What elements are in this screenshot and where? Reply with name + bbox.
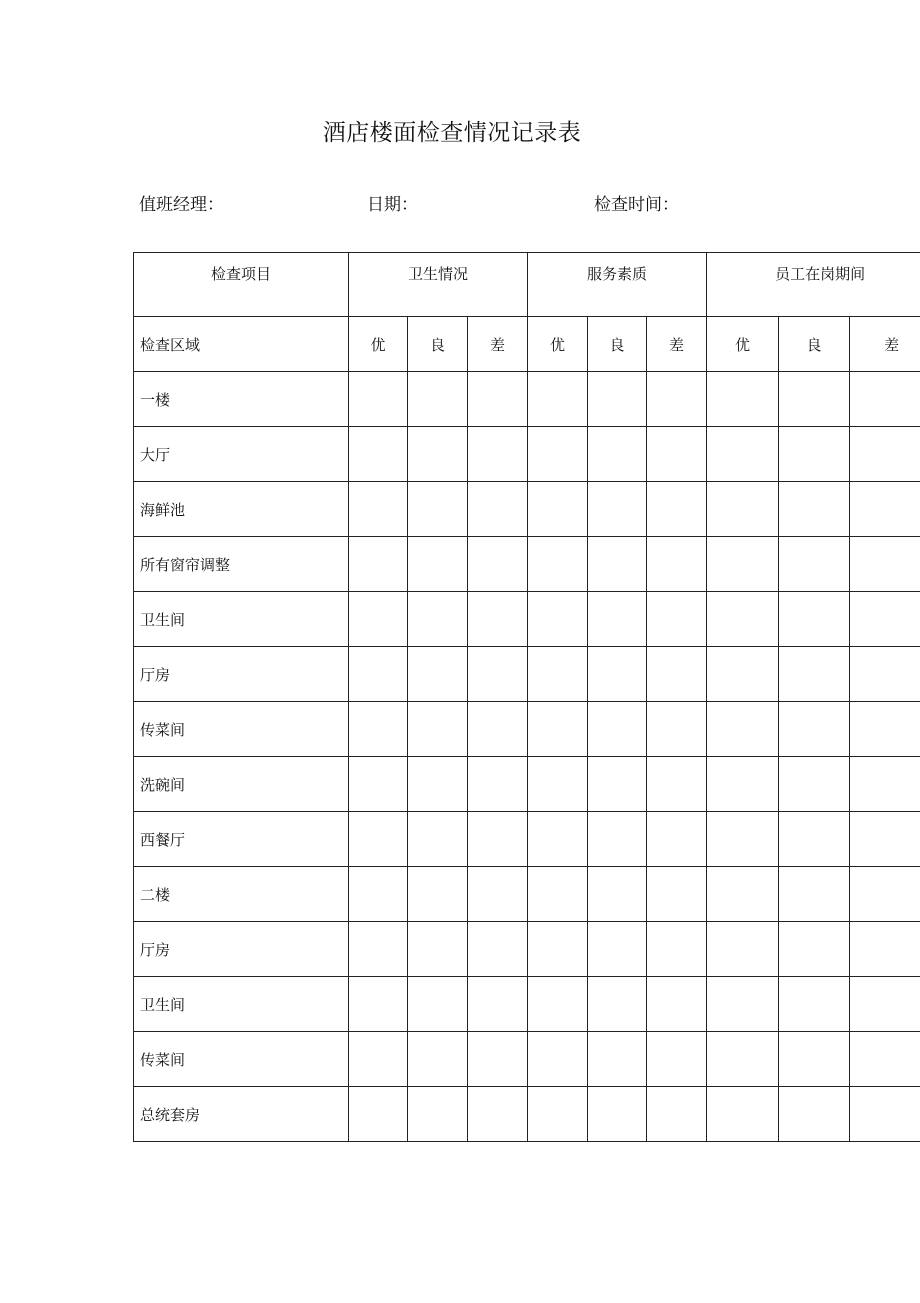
check-cell[interactable] (349, 812, 408, 867)
check-cell[interactable] (588, 372, 647, 427)
check-cell[interactable] (468, 922, 528, 977)
check-cell[interactable] (528, 1087, 588, 1142)
check-cell[interactable] (349, 922, 408, 977)
check-cell[interactable] (850, 647, 920, 702)
check-cell[interactable] (349, 757, 408, 812)
check-cell[interactable] (349, 482, 408, 537)
check-cell[interactable] (588, 592, 647, 647)
check-cell[interactable] (647, 427, 707, 482)
grade-excellent-header: 优 (528, 317, 588, 372)
grade-excellent-header: 优 (707, 317, 779, 372)
check-cell[interactable] (850, 372, 920, 427)
check-cell[interactable] (408, 592, 468, 647)
check-cell[interactable] (408, 427, 468, 482)
check-cell[interactable] (468, 482, 528, 537)
area-label: 一楼 (134, 372, 349, 427)
check-cell[interactable] (647, 922, 707, 977)
check-cell[interactable] (647, 537, 707, 592)
check-cell[interactable] (850, 757, 920, 812)
check-cell[interactable] (588, 977, 647, 1032)
check-cell[interactable] (707, 867, 779, 922)
area-label: 卫生间 (134, 977, 349, 1032)
check-cell[interactable] (779, 977, 850, 1032)
check-cell[interactable] (850, 1032, 920, 1087)
table-row (134, 427, 920, 482)
check-cell[interactable] (779, 647, 850, 702)
check-cell[interactable] (647, 647, 707, 702)
grade-good-header: 良 (408, 317, 468, 372)
check-cell[interactable] (850, 537, 920, 592)
check-cell[interactable] (408, 1087, 468, 1142)
check-cell[interactable] (528, 537, 588, 592)
check-cell[interactable] (468, 702, 528, 757)
check-cell[interactable] (349, 867, 408, 922)
check-cell[interactable] (468, 757, 528, 812)
check-cell[interactable] (707, 647, 779, 702)
table-row (134, 482, 920, 537)
group-header-service: 服务素质 (528, 253, 707, 317)
check-cell[interactable] (707, 922, 779, 977)
area-label: 西餐厅 (134, 812, 349, 867)
check-cell[interactable] (528, 592, 588, 647)
check-cell[interactable] (850, 592, 920, 647)
check-cell[interactable] (468, 1032, 528, 1087)
check-cell[interactable] (468, 537, 528, 592)
check-cell[interactable] (707, 1087, 779, 1142)
grade-excellent-header: 优 (349, 317, 408, 372)
check-cell[interactable] (349, 372, 408, 427)
check-cell[interactable] (707, 977, 779, 1032)
document-title: 酒店楼面检查情况记录表 (322, 120, 582, 146)
area-label: 厅房 (134, 647, 349, 702)
check-cell[interactable] (850, 922, 920, 977)
check-cell[interactable] (528, 977, 588, 1032)
check-cell[interactable] (408, 372, 468, 427)
check-cell[interactable] (468, 592, 528, 647)
check-cell[interactable] (647, 1087, 707, 1142)
area-label: 所有窗帘调整 (134, 537, 349, 592)
check-cell[interactable] (468, 647, 528, 702)
check-cell[interactable] (408, 757, 468, 812)
check-cell[interactable] (779, 592, 850, 647)
table-row (134, 1032, 920, 1087)
check-cell[interactable] (408, 702, 468, 757)
check-cell[interactable] (707, 592, 779, 647)
check-cell[interactable] (588, 427, 647, 482)
check-cell[interactable] (468, 1087, 528, 1142)
check-cell[interactable] (588, 1032, 647, 1087)
check-cell[interactable] (779, 537, 850, 592)
check-cell[interactable] (588, 1087, 647, 1142)
area-label: 海鲜池 (134, 482, 349, 537)
check-cell[interactable] (850, 812, 920, 867)
area-label: 传菜间 (134, 702, 349, 757)
check-cell[interactable] (468, 427, 528, 482)
inspection-area-header: 检查区域 (134, 317, 349, 372)
area-label: 传菜间 (134, 1032, 349, 1087)
check-cell[interactable] (528, 812, 588, 867)
check-cell[interactable] (408, 1032, 468, 1087)
table-row (134, 1087, 920, 1142)
check-cell[interactable] (349, 427, 408, 482)
check-cell[interactable] (588, 922, 647, 977)
check-cell[interactable] (588, 482, 647, 537)
table-row (134, 757, 920, 812)
inspection-table (133, 252, 920, 1142)
check-cell[interactable] (528, 867, 588, 922)
check-cell[interactable] (707, 537, 779, 592)
check-cell[interactable] (528, 372, 588, 427)
check-cell[interactable] (850, 702, 920, 757)
check-cell[interactable] (707, 427, 779, 482)
area-label: 大厅 (134, 427, 349, 482)
area-label: 厅房 (134, 922, 349, 977)
check-cell[interactable] (349, 1032, 408, 1087)
check-cell[interactable] (349, 592, 408, 647)
inspection-time-label: 检查时间： (594, 195, 679, 215)
area-label: 卫生间 (134, 592, 349, 647)
grade-good-header: 良 (779, 317, 850, 372)
check-cell[interactable] (779, 922, 850, 977)
manager-label: 值班经理： (139, 195, 224, 215)
table-row (134, 867, 920, 922)
table-row (134, 647, 920, 702)
check-cell[interactable] (468, 812, 528, 867)
grade-poor-header: 差 (850, 317, 920, 372)
group-header-hygiene: 卫生情况 (349, 253, 528, 317)
check-cell[interactable] (647, 757, 707, 812)
table-row (134, 977, 920, 1032)
table-row (134, 537, 920, 592)
check-cell[interactable] (647, 977, 707, 1032)
check-cell[interactable] (779, 867, 850, 922)
check-cell[interactable] (647, 372, 707, 427)
check-cell[interactable] (349, 977, 408, 1032)
check-cell[interactable] (408, 922, 468, 977)
check-cell[interactable] (528, 1032, 588, 1087)
check-cell[interactable] (468, 372, 528, 427)
check-cell[interactable] (779, 372, 850, 427)
check-cell[interactable] (707, 482, 779, 537)
check-cell[interactable] (647, 592, 707, 647)
check-cell[interactable] (528, 482, 588, 537)
check-cell[interactable] (850, 482, 920, 537)
area-label: 洗碗间 (134, 757, 349, 812)
check-cell[interactable] (588, 702, 647, 757)
check-cell[interactable] (707, 1032, 779, 1087)
check-cell[interactable] (779, 482, 850, 537)
check-cell[interactable] (707, 702, 779, 757)
check-cell[interactable] (588, 812, 647, 867)
check-cell[interactable] (349, 1087, 408, 1142)
check-cell[interactable] (779, 812, 850, 867)
check-cell[interactable] (707, 757, 779, 812)
check-cell[interactable] (468, 867, 528, 922)
check-cell[interactable] (850, 1087, 920, 1142)
check-cell[interactable] (647, 812, 707, 867)
group-header-staff-on-duty: 员工在岗期间 (707, 253, 920, 317)
date-label: 日期： (367, 195, 418, 215)
grade-header-row (134, 317, 920, 372)
check-cell[interactable] (647, 702, 707, 757)
grade-poor-header: 差 (647, 317, 707, 372)
check-cell[interactable] (528, 702, 588, 757)
check-cell[interactable] (349, 702, 408, 757)
check-cell[interactable] (408, 647, 468, 702)
check-cell[interactable] (528, 757, 588, 812)
check-cell[interactable] (588, 867, 647, 922)
check-cell[interactable] (408, 537, 468, 592)
table-row (134, 702, 920, 757)
check-cell[interactable] (588, 537, 647, 592)
check-cell[interactable] (408, 482, 468, 537)
check-cell[interactable] (779, 757, 850, 812)
check-cell[interactable] (707, 372, 779, 427)
area-label: 二楼 (134, 867, 349, 922)
check-cell[interactable] (647, 1032, 707, 1087)
check-cell[interactable] (408, 867, 468, 922)
grade-poor-header: 差 (468, 317, 528, 372)
check-cell[interactable] (779, 1087, 850, 1142)
check-cell[interactable] (349, 537, 408, 592)
check-cell[interactable] (528, 427, 588, 482)
inspection-item-header: 检查项目 (134, 253, 349, 317)
check-cell[interactable] (528, 647, 588, 702)
check-cell[interactable] (850, 867, 920, 922)
table-header-row (134, 253, 920, 317)
check-cell[interactable] (850, 977, 920, 1032)
check-cell[interactable] (779, 702, 850, 757)
check-cell[interactable] (588, 757, 647, 812)
check-cell[interactable] (647, 482, 707, 537)
check-cell[interactable] (588, 647, 647, 702)
grade-good-header: 良 (588, 317, 647, 372)
check-cell[interactable] (349, 647, 408, 702)
check-cell[interactable] (408, 812, 468, 867)
check-cell[interactable] (647, 867, 707, 922)
table-row (134, 592, 920, 647)
check-cell[interactable] (408, 977, 468, 1032)
check-cell[interactable] (779, 427, 850, 482)
table-row (134, 922, 920, 977)
table-row (134, 812, 920, 867)
check-cell[interactable] (468, 977, 528, 1032)
check-cell[interactable] (779, 1032, 850, 1087)
check-cell[interactable] (850, 427, 920, 482)
table-row (134, 372, 920, 427)
check-cell[interactable] (528, 922, 588, 977)
area-label: 总统套房 (134, 1087, 349, 1142)
check-cell[interactable] (707, 812, 779, 867)
